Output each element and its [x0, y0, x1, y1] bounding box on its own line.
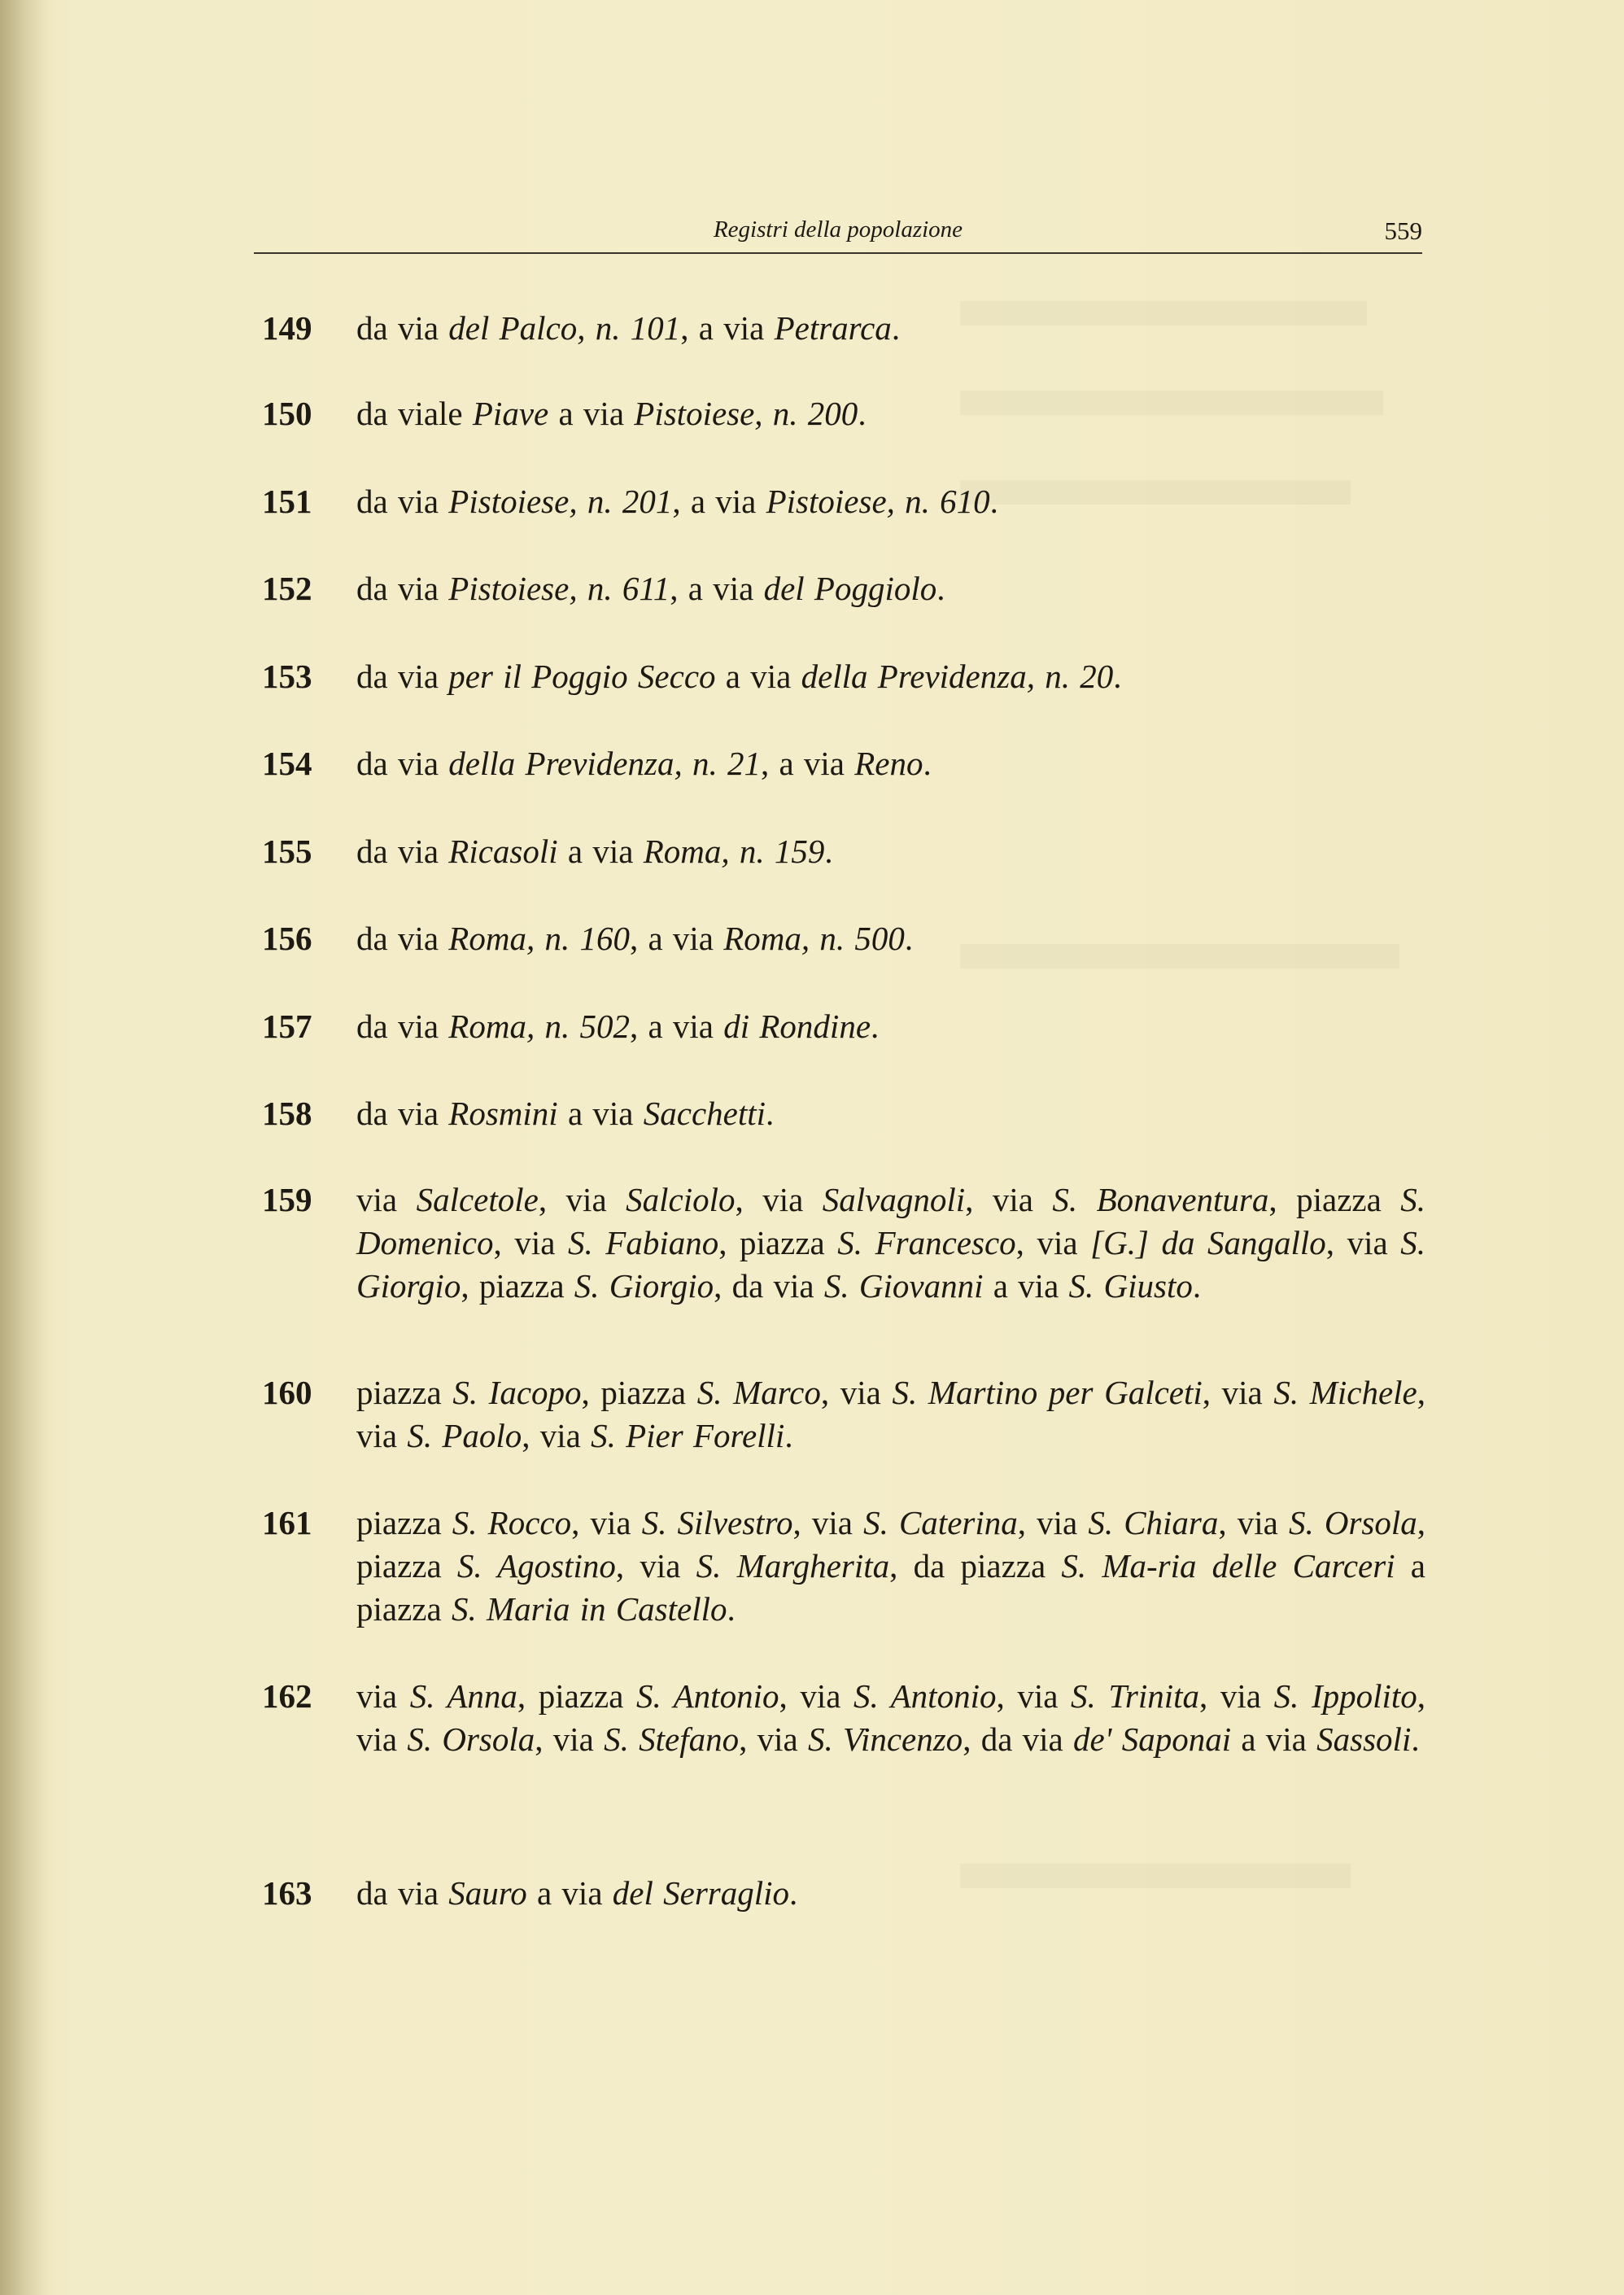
entry-number: 150	[262, 395, 312, 432]
entry-text: da via della Previdenza, n. 21, a via Reno.	[356, 745, 932, 782]
entry-158	[244, 1092, 1425, 1135]
entry-number: 151	[262, 483, 312, 520]
entry-number: 158	[262, 1095, 312, 1132]
entry-text: da via del Palco, n. 101, a via Petrarca.	[356, 309, 901, 347]
entry-number: 155	[262, 833, 312, 870]
entry-number: 161	[262, 1504, 312, 1541]
entry-text: da via Ricasoli a via Roma, n. 159.	[356, 833, 833, 870]
entry-text: da via Roma, n. 502, a via di Rondine.	[356, 1008, 880, 1045]
entry-text: da via Rosmini a via Sacchetti.	[356, 1095, 775, 1132]
header-title: Registri della popolazione	[713, 216, 963, 243]
entry-number: 153	[262, 658, 312, 695]
binding-shadow	[0, 0, 49, 2295]
entry-number: 160	[262, 1374, 312, 1411]
entry-text: piazza S. Iacopo, piazza S. Marco, via S. Martino per Galceti, via S. Michele, via S. Paolo, via S. Pier Forelli.	[356, 1374, 1425, 1454]
entry-152	[244, 567, 1425, 610]
entry-text: via Salcetole, via Salciolo, via Salvagnoli, via S. Bonaventura, piazza S. Domenico, via S. Fabiano, piazza S. Francesco, via [G.] da Sangallo, via S. Giorgio, piazza S. Giorgio, da via S. Giovanni a via S. Giusto.	[356, 1181, 1426, 1305]
entry-number: 149	[262, 309, 312, 347]
entry-text: da viale Piave a via Pistoiese, n. 200.	[356, 395, 867, 432]
entry-text: da via Roma, n. 160, a via Roma, n. 500.	[356, 920, 914, 957]
entry-number: 157	[262, 1008, 312, 1045]
entry-155	[244, 830, 1425, 873]
entry-151	[244, 480, 1425, 523]
entry-162	[244, 1675, 1425, 1761]
entry-text: via S. Anna, piazza S. Antonio, via S. Antonio, via S. Trinita, via S. Ippolito, via S. Orsola, via S. Stefano, via S. Vincenzo, da via de' Saponai a via Sassoli.	[356, 1677, 1426, 1758]
entry-161	[244, 1502, 1425, 1631]
entry-text: piazza S. Rocco, via S. Silvestro, via S. Caterina, via S. Chiara, via S. Orsola, piazza S. Agostino, via S. Margherita, da piazza S. Ma-ria delle Carceri a piazza S. Maria in Castello.	[356, 1504, 1425, 1628]
entry-text: da via per il Poggio Secco a via della Previdenza, n. 20.	[356, 658, 1122, 695]
entry-number: 159	[262, 1181, 312, 1218]
entry-160	[244, 1371, 1425, 1458]
entry-text: da via Pistoiese, n. 611, a via del Poggiolo.	[356, 570, 945, 607]
entry-149	[244, 307, 1425, 350]
entry-number: 163	[262, 1874, 312, 1912]
entry-154	[244, 742, 1425, 785]
entry-150	[244, 392, 1425, 435]
entry-156	[244, 917, 1425, 960]
entry-157	[244, 1005, 1425, 1048]
page-number: 559	[1384, 216, 1422, 245]
running-header	[254, 213, 1422, 254]
entry-number: 162	[262, 1677, 312, 1715]
entry-163	[244, 1872, 1425, 1915]
entry-number: 156	[262, 920, 312, 957]
entry-text: da via Sauro a via del Serraglio.	[356, 1874, 798, 1912]
entry-number: 152	[262, 570, 312, 607]
entry-153	[244, 655, 1425, 698]
entry-text: da via Pistoiese, n. 201, a via Pistoiese, n. 610.	[356, 483, 998, 520]
entry-159	[244, 1178, 1425, 1308]
entry-number: 154	[262, 745, 312, 782]
